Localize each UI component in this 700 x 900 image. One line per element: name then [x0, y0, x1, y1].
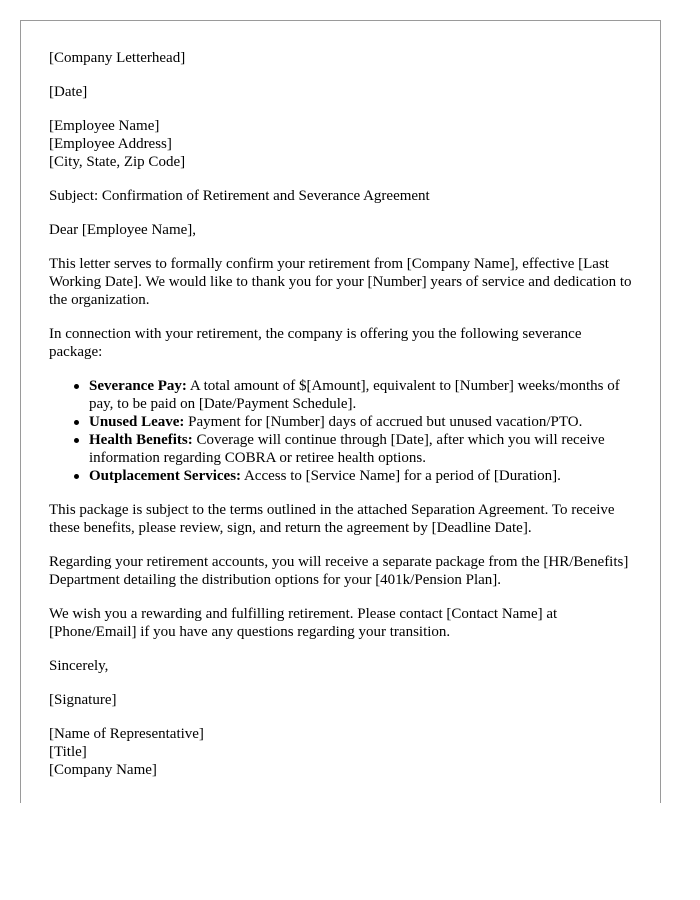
- recipient-name: [Employee Name]: [49, 118, 160, 134]
- bullet-icon: [74, 420, 79, 425]
- letter-page: [20, 20, 661, 803]
- signature: [49, 691, 632, 709]
- benefit-label: Health Benefits:: [89, 432, 193, 448]
- list-item: [89, 413, 632, 431]
- closing-paragraph: We wish you a rewarding and fulfilling retirement. Please contact [Contact Name] at [Phone/Email] if you have any questions regarding your transition.: [49, 606, 558, 640]
- recipient-city-state-zip: [City, State, Zip Code]: [49, 154, 186, 170]
- benefit-label: Severance Pay:: [89, 378, 187, 394]
- letterhead: [49, 49, 632, 67]
- bullet-icon: [74, 384, 79, 389]
- representative-name: [Name of Representative]: [49, 726, 204, 742]
- recipient-address-line: [Employee Address]: [49, 136, 172, 152]
- sign-off: [49, 657, 632, 675]
- salutation: [49, 221, 632, 239]
- letterhead-text: [Company Letterhead]: [49, 50, 186, 66]
- signature-text: [Signature]: [49, 692, 117, 708]
- representative-title: [Title]: [49, 744, 87, 760]
- package-intro-paragraph: In connection with your retirement, the company is offering you the following severance package:: [49, 326, 582, 360]
- retirement-accounts-paragraph: Regarding your retirement accounts, you will receive a separate package from the [HR/Benefits] Department detailing the distribution options for your [401k/Pension Plan].: [49, 554, 629, 588]
- sign-off-text: Sincerely,: [49, 658, 109, 674]
- salutation-text: Dear [Employee Name],: [49, 222, 197, 238]
- subject-text: Subject: Confirmation of Retirement and Severance Agreement: [49, 188, 430, 204]
- intro-paragraph: This letter serves to formally confirm your retirement from [Company Name], effective [Last Working Date]. We would like to thank you for your [Number] years of service and dedication to the organization.: [49, 256, 632, 308]
- bullet-icon: [74, 474, 79, 479]
- list-item: [89, 467, 632, 485]
- benefit-text: Coverage will continue through [Date], after which you will receive information regarding COBRA or retiree health options.: [89, 432, 605, 466]
- date-text: [Date]: [49, 84, 88, 100]
- benefit-text: Access to [Service Name] for a period of [Duration].: [241, 468, 561, 484]
- representative-company: [Company Name]: [49, 762, 157, 778]
- bullet-icon: [74, 438, 79, 443]
- list-item: [89, 431, 632, 467]
- benefit-text: A total amount of $[Amount], equivalent to [Number] weeks/months of pay, to be paid on [Date/Payment Schedule].: [89, 378, 620, 412]
- benefits-list: [49, 377, 632, 485]
- subject-line: [49, 187, 632, 205]
- benefit-label: Outplacement Services:: [89, 468, 242, 484]
- terms-paragraph: This package is subject to the terms outlined in the attached Separation Agreement. To receive these benefits, please review, sign, and return the agreement by [Deadline Date].: [49, 502, 615, 536]
- representative-block: [49, 725, 632, 779]
- recipient-address: [49, 117, 632, 171]
- date-line: [49, 83, 632, 101]
- benefit-text: Payment for [Number] days of accrued but unused vacation/PTO.: [184, 414, 583, 430]
- list-item: [89, 377, 632, 413]
- benefit-label: Unused Leave:: [89, 414, 185, 430]
